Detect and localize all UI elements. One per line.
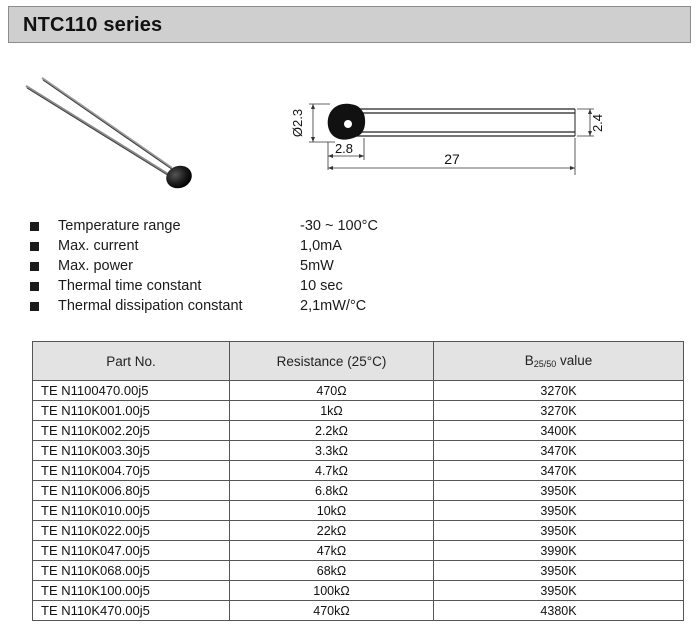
part-number-cell: TE N110K068.00j5 bbox=[33, 561, 230, 581]
spec-label: Thermal dissipation constant bbox=[58, 298, 243, 314]
bullet-icon bbox=[30, 242, 39, 251]
body-length-label: 2.8 bbox=[334, 141, 354, 156]
bullet-icon bbox=[30, 222, 39, 231]
part-number-cell: TE N110K004.70j5 bbox=[33, 461, 230, 481]
page-title: NTC110 series bbox=[23, 14, 163, 36]
column-header-resistance: Resistance (25°C) bbox=[230, 342, 434, 381]
part-number-cell: TE N110K470.00j5 bbox=[33, 601, 230, 621]
table-row bbox=[33, 401, 684, 421]
spec-row bbox=[30, 277, 450, 297]
b-value-cell: 4380K bbox=[434, 601, 684, 621]
spec-row bbox=[30, 257, 450, 277]
part-number-cell: TE N110K022.00j5 bbox=[33, 521, 230, 541]
spec-value: 5mW bbox=[300, 258, 334, 274]
part-number-cell: TE N110K047.00j5 bbox=[33, 541, 230, 561]
part-number-cell: TE N110K001.00j5 bbox=[33, 401, 230, 421]
spec-value: 10 sec bbox=[300, 278, 343, 294]
part-number-cell: TE N110K100.00j5 bbox=[33, 581, 230, 601]
b-value-cell: 3990K bbox=[434, 541, 684, 561]
resistance-cell: 100kΩ bbox=[230, 581, 434, 601]
resistance-cell: 470kΩ bbox=[230, 601, 434, 621]
b-value-cell: 3950K bbox=[434, 561, 684, 581]
table-row bbox=[33, 601, 684, 621]
spec-value: -30 ~ 100°C bbox=[300, 218, 378, 234]
thermistor-photo bbox=[22, 70, 222, 200]
resistance-cell: 6.8kΩ bbox=[230, 481, 434, 501]
column-header-part-no: Part No. bbox=[33, 342, 230, 381]
height-label: 2.4 bbox=[590, 113, 605, 133]
resistance-cell: 1kΩ bbox=[230, 401, 434, 421]
bullet-icon bbox=[30, 262, 39, 271]
resistance-cell: 47kΩ bbox=[230, 541, 434, 561]
body-highlight bbox=[344, 120, 352, 128]
lead-wire-1 bbox=[26, 86, 168, 174]
lead-wire-2 bbox=[42, 78, 172, 168]
title-bar bbox=[8, 6, 691, 43]
part-number-cell: TE N1100470.00j5 bbox=[33, 381, 230, 401]
part-number-cell: TE N110K003.30j5 bbox=[33, 441, 230, 461]
spec-label: Thermal time constant bbox=[58, 278, 202, 294]
spec-label: Temperature range bbox=[58, 218, 181, 234]
lead-wire-2-shadow bbox=[43, 80, 173, 170]
table-header-row bbox=[33, 342, 684, 381]
spec-label: Max. current bbox=[58, 238, 139, 254]
b-value-cell: 3270K bbox=[434, 401, 684, 421]
table-row bbox=[33, 501, 684, 521]
table-row bbox=[33, 481, 684, 501]
spec-value: 2,1mW/°C bbox=[300, 298, 367, 314]
spec-row bbox=[30, 297, 450, 317]
table-row bbox=[33, 521, 684, 541]
b-value-cell: 3470K bbox=[434, 461, 684, 481]
resistance-cell: 470Ω bbox=[230, 381, 434, 401]
b-value-cell: 3400K bbox=[434, 421, 684, 441]
resistance-cell: 3.3kΩ bbox=[230, 441, 434, 461]
dimension-drawing bbox=[280, 80, 610, 190]
table-row bbox=[33, 541, 684, 561]
spec-label: Max. power bbox=[58, 258, 133, 274]
spec-row bbox=[30, 237, 450, 257]
total-length-label: 27 bbox=[444, 151, 460, 167]
spec-list bbox=[30, 217, 450, 317]
bullet-icon bbox=[30, 302, 39, 311]
column-header-b-value: $B_{25/50}$ value bbox=[434, 342, 684, 381]
part-number-cell: TE N110K010.00j5 bbox=[33, 501, 230, 521]
table-row bbox=[33, 381, 684, 401]
table-row bbox=[33, 421, 684, 441]
b-value-cell: 3950K bbox=[434, 481, 684, 501]
table-row bbox=[33, 441, 684, 461]
resistance-cell: 22kΩ bbox=[230, 521, 434, 541]
table-row bbox=[33, 581, 684, 601]
b-value-cell: 3950K bbox=[434, 581, 684, 601]
part-number-cell: TE N110K006.80j5 bbox=[33, 481, 230, 501]
resistance-cell: 68kΩ bbox=[230, 561, 434, 581]
lead-wire-1-shadow bbox=[27, 88, 169, 176]
resistance-cell: 10kΩ bbox=[230, 501, 434, 521]
bullet-icon bbox=[30, 282, 39, 291]
b-value-cell: 3470K bbox=[434, 441, 684, 461]
b-value-cell: 3270K bbox=[434, 381, 684, 401]
diameter-label: Ø2.3 bbox=[290, 108, 305, 138]
spec-row bbox=[30, 217, 450, 237]
spec-value: 1,0mA bbox=[300, 238, 342, 254]
table-row bbox=[33, 561, 684, 581]
resistance-cell: 4.7kΩ bbox=[230, 461, 434, 481]
resistance-cell: 2.2kΩ bbox=[230, 421, 434, 441]
b-value-cell: 3950K bbox=[434, 501, 684, 521]
part-number-cell: TE N110K002.20j5 bbox=[33, 421, 230, 441]
table-row bbox=[33, 461, 684, 481]
parts-table bbox=[32, 341, 684, 621]
b-value-cell: 3950K bbox=[434, 521, 684, 541]
